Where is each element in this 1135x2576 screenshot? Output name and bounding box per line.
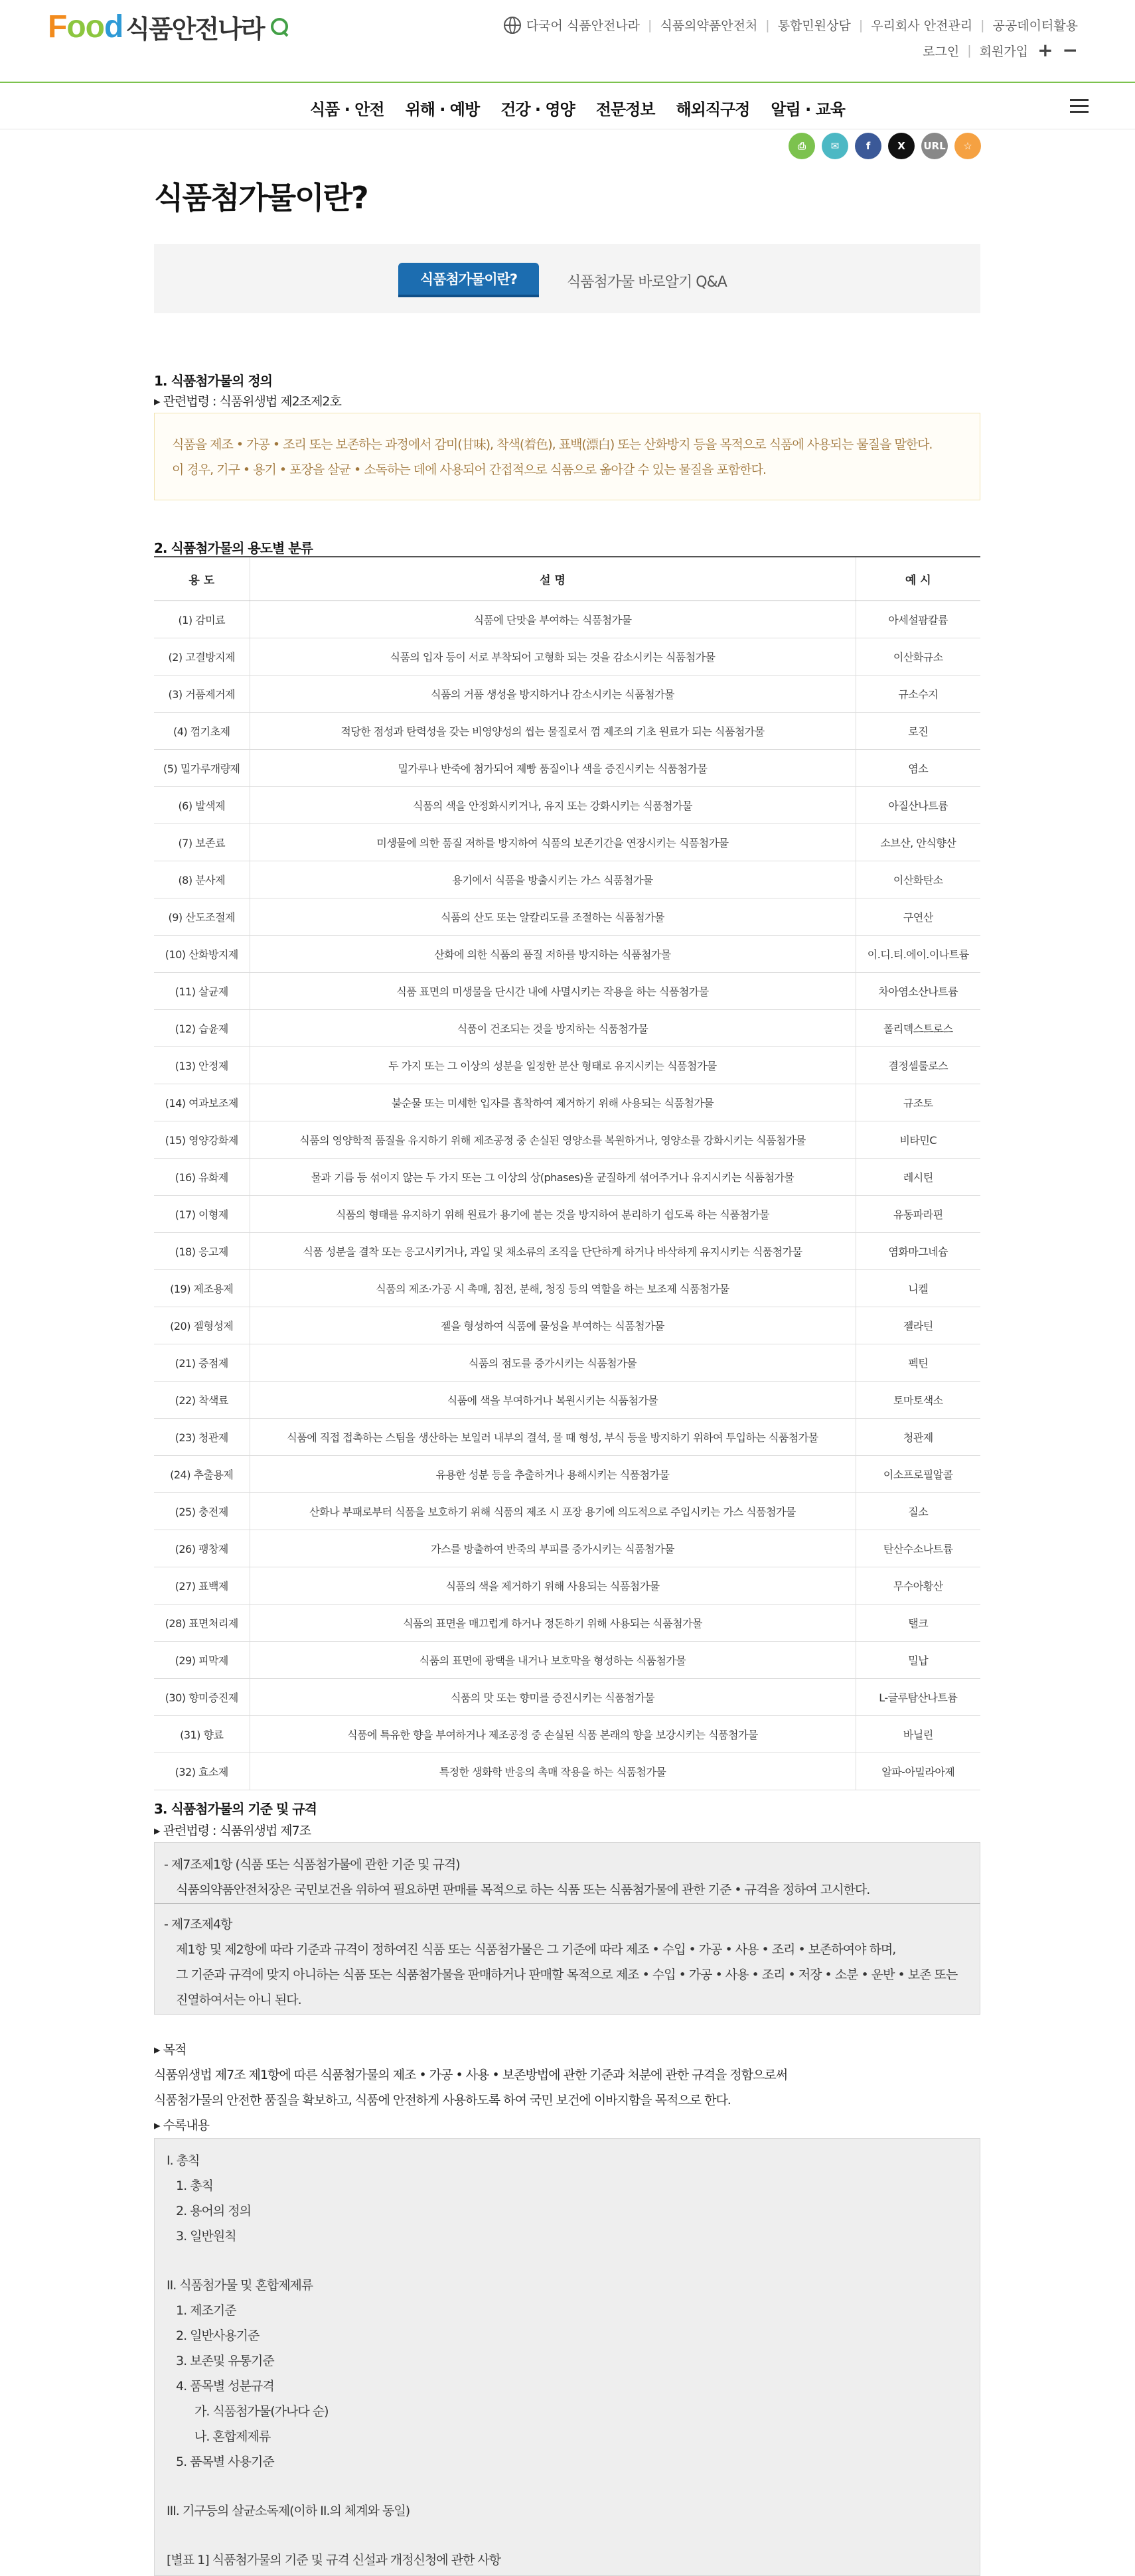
contents-item: 2. 용어의 정의 [176, 2204, 251, 2218]
description-cell: 식품에 특유한 향을 부여하거나 제조공정 중 손실된 식품 본래의 향을 보강시키는 식품첨가물 [250, 1715, 856, 1753]
table-row [154, 935, 980, 972]
contents-item: 가. 식품첨가물(가나다 순) [194, 2404, 329, 2419]
example-cell: 유동파라핀 [856, 1195, 980, 1232]
example-cell: 젤라틴 [856, 1307, 980, 1344]
example-cell: 이산화탄소 [856, 861, 980, 898]
contents-item: 5. 품목별 사용기준 [176, 2455, 274, 2469]
usage-cell: (20) 젤형성제 [154, 1307, 250, 1344]
description-cell: 가스를 방출하여 반죽의 부피를 증가시키는 식품첨가물 [250, 1530, 856, 1567]
search-icon[interactable] [271, 18, 288, 35]
purpose-title: ▸ 목적 [154, 2042, 187, 2057]
description-cell: 물과 기름 등 섞이지 않는 두 가지 또는 그 이상의 상(phases)을 균질하게 섞어주거나 유지시키는 식품첨가물 [250, 1158, 856, 1195]
example-cell: 로진 [856, 712, 980, 749]
tab-what-is-additive[interactable]: 식품첨가물이란? [398, 263, 539, 295]
usage-cell: (9) 산도조절제 [154, 898, 250, 935]
purpose-block [154, 2037, 787, 2138]
zoom-in-button[interactable]: + [1037, 39, 1053, 61]
example-cell: 바닐린 [856, 1715, 980, 1753]
description-cell: 불순물 또는 미세한 입자를 흡착하여 제거하기 위해 사용되는 식품첨가물 [250, 1084, 856, 1121]
spacer [167, 2524, 968, 2547]
login-link[interactable]: 로그인 [923, 44, 960, 59]
usage-cell: (31) 향료 [154, 1715, 250, 1753]
table-row [154, 1084, 980, 1121]
table-row [154, 638, 980, 675]
example-cell: 니켈 [856, 1269, 980, 1307]
usage-cell: (6) 발색제 [154, 786, 250, 823]
example-cell: 청관제 [856, 1418, 980, 1455]
print-icon[interactable]: ⎙ [789, 133, 815, 159]
site-logo[interactable] [48, 9, 288, 44]
globe-icon [504, 17, 521, 34]
table-row [154, 861, 980, 898]
description-cell: 두 가지 또는 그 이상의 성분을 일정한 분산 형태로 유지시키는 식품첨가물 [250, 1046, 856, 1084]
share-toolbar [789, 133, 981, 159]
example-cell: 아세설팜칼륨 [856, 601, 980, 638]
table-row [154, 1715, 980, 1753]
example-cell: 폴리덱스트로스 [856, 1009, 980, 1046]
table-row [154, 1381, 980, 1418]
example-cell: 탤크 [856, 1604, 980, 1641]
gnb-item-expert-info[interactable]: 전문정보 [595, 100, 655, 119]
spacer [167, 2474, 968, 2498]
usage-cell: (32) 효소제 [154, 1753, 250, 1790]
example-cell: 규소수지 [856, 675, 980, 712]
description-cell: 식품의 거품 생성을 방지하거나 감소시키는 식품첨가물 [250, 675, 856, 712]
util-link-language[interactable]: 다국어 식품안전나라 [526, 19, 641, 33]
contents-item: 3. 보존및 유통기준 [176, 2354, 274, 2368]
gnb-item-hazard-prevention[interactable]: 위해 · 예방 [405, 100, 480, 119]
table-row [154, 1492, 980, 1530]
tab-additive-qa[interactable]: 식품첨가물 바로알기 Q&A [567, 274, 727, 291]
article-7-4-line: 그 기준과 규격에 맞지 아니하는 식품 또는 식품첨가물을 판매하거나 판매할 목적으로 제조 • 수입 • 가공 • 사용 • 조리 • 저장 • 소분 • 운반 • 보존 또는 [176, 1968, 958, 1982]
table-row [154, 1195, 980, 1232]
description-cell: 식품의 표면을 매끄럽게 하거나 정돈하기 위해 사용되는 식품첨가물 [250, 1604, 856, 1641]
description-cell: 식품의 점도를 증가시키는 식품첨가물 [250, 1344, 856, 1381]
gnb-item-health-nutrition[interactable]: 건강 · 영양 [500, 100, 575, 119]
usage-cell: (12) 습윤제 [154, 1009, 250, 1046]
description-cell: 특정한 생화학 반응의 촉매 작용을 하는 식품첨가물 [250, 1753, 856, 1790]
example-cell: 규조토 [856, 1084, 980, 1121]
usage-cell: (7) 보존료 [154, 823, 250, 861]
description-cell: 미생물에 의한 품질 저하를 방지하여 식품의 보존기간을 연장시키는 식품첨가물 [250, 823, 856, 861]
usage-cell: (23) 청관제 [154, 1418, 250, 1455]
usage-cell: (14) 여과보조제 [154, 1084, 250, 1121]
example-cell: 탄산수소나트륨 [856, 1530, 980, 1567]
site-header [0, 0, 1135, 83]
usage-cell: (24) 추출용제 [154, 1455, 250, 1492]
section1-title: 1. 식품첨가물의 정의 [154, 373, 272, 389]
example-cell: 펙틴 [856, 1344, 980, 1381]
article-7-4-line: 제1항 및 제2항에 따라 기준과 규격이 정하여진 식품 또는 식품첨가물은 그 기준에 따라 제조 • 수입 • 가공 • 사용 • 조리 • 보존하여야 하며, [176, 1942, 896, 1957]
usage-cell: (2) 고결방지제 [154, 638, 250, 675]
table-row [154, 1455, 980, 1492]
table-row [154, 712, 980, 749]
article-7-1-box [154, 1842, 980, 1904]
favorite-star-icon[interactable]: ☆ [954, 133, 981, 159]
article-7-4-box [154, 1903, 980, 2015]
usage-cell: (19) 제조용제 [154, 1269, 250, 1307]
usage-cell: (27) 표백제 [154, 1567, 250, 1604]
usage-cell: (10) 산화방지제 [154, 935, 250, 972]
table-row [154, 1604, 980, 1641]
table-row [154, 1009, 980, 1046]
usage-cell: (8) 분사제 [154, 861, 250, 898]
example-cell: 소브산, 안식향산 [856, 823, 980, 861]
logo-food-text: Food [48, 9, 123, 44]
example-cell: L-글루탐산나트륨 [856, 1678, 980, 1715]
table-row [154, 1567, 980, 1604]
page-title: 식품첨가물이란? [154, 180, 368, 216]
description-cell: 산화에 의한 식품의 품질 저하를 방지하는 식품첨가물 [250, 935, 856, 972]
usage-cell: (13) 안정제 [154, 1046, 250, 1084]
description-cell: 식품의 색을 안정화시키거나, 유지 또는 강화시키는 식품첨가물 [250, 786, 856, 823]
util-link-company-safety[interactable]: 우리회사 안전관리 [871, 19, 973, 33]
util-link-complaint[interactable]: 통합민원상담 [777, 19, 851, 33]
table-row [154, 1046, 980, 1084]
gnb-item-food-safety[interactable]: 식품 · 안전 [310, 100, 384, 119]
table-row [154, 1232, 980, 1269]
col-header-usage: 용 도 [154, 557, 250, 601]
example-cell: 염화마그네슘 [856, 1232, 980, 1269]
description-cell: 식품의 제조·가공 시 촉매, 침전, 분해, 청징 등의 역할을 하는 보조제 식품첨가물 [250, 1269, 856, 1307]
example-cell: 이산화규소 [856, 638, 980, 675]
description-cell: 식품의 맛 또는 향미를 증진시키는 식품첨가물 [250, 1678, 856, 1715]
usage-cell: (15) 영양강화제 [154, 1121, 250, 1158]
article-7-4-title: - 제7조제4항 [164, 1917, 232, 1932]
util-link-mfds[interactable]: 식품의약품안전처 [660, 19, 758, 33]
description-cell: 젤을 형성하여 식품에 물성을 부여하는 식품첨가물 [250, 1307, 856, 1344]
table-row [154, 1121, 980, 1158]
contents-title: ▸ 수록내용 [154, 2118, 209, 2133]
logo-korean-text: 식품안전나라 [125, 14, 264, 44]
url-copy-icon[interactable]: URL [921, 133, 948, 159]
description-cell: 유용한 성분 등을 추출하거나 용해시키는 식품첨가물 [250, 1455, 856, 1492]
section2-title: 2. 식품첨가물의 용도별 분류 [154, 540, 313, 556]
usage-cell: (18) 응고제 [154, 1232, 250, 1269]
description-cell: 식품에 직접 접촉하는 스팀을 생산하는 보일러 내부의 결석, 물 때 형성, 부식 등을 방지하기 위하여 투입하는 식품첨가물 [250, 1418, 856, 1455]
contents-item: 3. 일반원칙 [176, 2229, 236, 2244]
section3-law: ▸ 관련법령 : 식품위생법 제7조 [154, 1824, 311, 1838]
example-cell: 비타민C [856, 1121, 980, 1158]
contents-item: [별표 1] 식품첨가물의 기준 및 규격 신설과 개정신청에 관한 사항 [167, 2553, 501, 2567]
zoom-out-button[interactable]: − [1062, 39, 1078, 61]
description-cell: 산화나 부패로부터 식품을 보호하기 위해 식품의 제조 시 포장 용기에 의도적으로 주입시키는 가스 식품첨가물 [250, 1492, 856, 1530]
example-cell: 질소 [856, 1492, 980, 1530]
example-cell: 레시틴 [856, 1158, 980, 1195]
description-cell: 식품의 영양학적 품질을 유지하기 위해 제조공정 중 손실된 영양소를 복원하거나, 영양소를 강화시키는 식품첨가물 [250, 1121, 856, 1158]
example-cell: 염소 [856, 749, 980, 786]
col-header-example: 예 시 [856, 557, 980, 601]
usage-cell: (21) 증점제 [154, 1344, 250, 1381]
article-7-1-title: - 제7조제1항 (식품 또는 식품첨가물에 관한 기준 및 규격) [164, 1857, 460, 1872]
description-cell: 적당한 점성과 탄력성을 갖는 비영양성의 씹는 물질로서 껌 제조의 기초 원료가 되는 식품첨가물 [250, 712, 856, 749]
x-twitter-icon[interactable]: X [888, 133, 915, 159]
description-cell: 밀가루나 반죽에 첨가되어 제빵 품질이나 색을 증진시키는 식품첨가물 [250, 749, 856, 786]
main-navigation [0, 84, 1135, 129]
signup-link[interactable]: 회원가입 [979, 44, 1029, 59]
definition-line-2: 이 경우, 기구 • 용기 • 포장을 살균 • 소독하는 데에 사용되어 간접적으로 식품으로 옮아갈 수 있는 물질을 포함한다. [172, 463, 766, 477]
table-row [154, 675, 980, 712]
usage-cell: (16) 유화제 [154, 1158, 250, 1195]
example-cell: 이소프로필알콜 [856, 1455, 980, 1492]
example-cell: 차아염소산나트륨 [856, 972, 980, 1009]
example-cell: 구연산 [856, 898, 980, 935]
contents-item: II. 식품첨가물 및 혼합제제류 [167, 2278, 313, 2293]
contents-item: 2. 일반사용기준 [176, 2328, 260, 2343]
usage-classification-table [154, 556, 980, 1790]
description-cell: 식품의 입자 등이 서로 부착되어 고형화 되는 것을 감소시키는 식품첨가물 [250, 638, 856, 675]
usage-cell: (30) 향미증진제 [154, 1678, 250, 1715]
usage-cell: (22) 착색료 [154, 1381, 250, 1418]
description-cell: 식품의 형태를 유지하기 위해 원료가 용기에 붙는 것을 방지하여 분리하기 쉽도록 하는 식품첨가물 [250, 1195, 856, 1232]
description-cell: 식품의 산도 또는 알칼리도를 조절하는 식품첨가물 [250, 898, 856, 935]
table-row [154, 1307, 980, 1344]
table-row [154, 898, 980, 935]
table-row [154, 972, 980, 1009]
usage-cell: (3) 거품제거제 [154, 675, 250, 712]
table-row [154, 1641, 980, 1678]
table-row [154, 1753, 980, 1790]
article-7-1-body: 식품의약품안전처장은 국민보건을 위하여 필요하면 판매를 목적으로 하는 식품 또는 식품첨가물에 관한 기준 • 규격을 정하여 고시한다. [176, 1883, 870, 1897]
hamburger-menu-icon[interactable] [1070, 99, 1089, 113]
usage-cell: (1) 감미료 [154, 601, 250, 638]
util-link-open-data[interactable]: 공공데이터활용 [992, 19, 1078, 33]
gnb-item-notice-education[interactable]: 알림 · 교육 [771, 100, 845, 119]
contents-item: 나. 혼합제제류 [194, 2429, 271, 2444]
example-cell: 토마토색소 [856, 1381, 980, 1418]
contents-box [154, 2138, 980, 2576]
definition-line-1: 식품을 제조 • 가공 • 조리 또는 보존하는 과정에서 감미(甘味), 착색(着色), 표백(漂白) 또는 산화방지 등을 목적으로 식품에 사용되는 물질을 말한다. [172, 437, 933, 452]
example-cell: 아질산나트륨 [856, 786, 980, 823]
purpose-line: 식품위생법 제7조 제1항에 따른 식품첨가물의 제조 • 가공 • 사용 • 보존방법에 관한 기준과 처분에 관한 규격을 정함으로써 [154, 2068, 788, 2082]
table-row [154, 1530, 980, 1567]
description-cell: 식품의 표면에 광택을 내거나 보호막을 형성하는 식품첨가물 [250, 1641, 856, 1678]
section3-title: 3. 식품첨가물의 기준 및 규격 [154, 1801, 317, 1817]
table-row [154, 749, 980, 786]
contents-item: 1. 제조기준 [176, 2303, 236, 2318]
example-cell: 밀납 [856, 1641, 980, 1678]
example-cell: 무수아황산 [856, 1567, 980, 1604]
description-cell: 식품의 색을 제거하기 위해 사용되는 식품첨가물 [250, 1567, 856, 1604]
usage-cell: (5) 밀가루개량제 [154, 749, 250, 786]
description-cell: 식품에 단맛을 부여하는 식품첨가물 [250, 601, 856, 638]
section1-law: ▸ 관련법령 : 식품위생법 제2조제2호 [154, 394, 341, 409]
usage-cell: (4) 껌기초제 [154, 712, 250, 749]
contents-item: 1. 총칙 [176, 2179, 213, 2193]
contents-item: I. 총칙 [167, 2153, 200, 2168]
table-row [154, 601, 980, 638]
usage-cell: (26) 팽창제 [154, 1530, 250, 1567]
example-cell: 이.디.티.에이.이나트륨 [856, 935, 980, 972]
description-cell: 식품이 건조되는 것을 방지하는 식품첨가물 [250, 1009, 856, 1046]
table-header-row [154, 557, 980, 601]
account-links: 로그인 | 회원가입 + − [923, 39, 1078, 61]
table-row [154, 1418, 980, 1455]
table-row [154, 1269, 980, 1307]
example-cell: 알파-아밀라아제 [856, 1753, 980, 1790]
usage-cell: (28) 표면처리제 [154, 1604, 250, 1641]
spacer [167, 2249, 968, 2273]
table-row [154, 1158, 980, 1195]
tab-bar [154, 244, 980, 313]
description-cell: 식품 성분을 결착 또는 응고시키거나, 과일 및 채소류의 조직을 단단하게 하거나 바삭하게 유지시키는 식품첨가물 [250, 1232, 856, 1269]
utility-links: 다국어 식품안전나라 | 식품의약품안전처 | 통합민원상담 | 우리회사 안전관리 | 공공데이터활용 [504, 16, 1078, 34]
contents-item: III. 기구등의 살균소독제(이하 II.의 체계와 동일) [167, 2504, 410, 2518]
table-row [154, 1344, 980, 1381]
table-row [154, 786, 980, 823]
definition-box [154, 413, 980, 500]
col-header-description: 설 명 [250, 557, 856, 601]
usage-cell: (25) 충전제 [154, 1492, 250, 1530]
purpose-line: 식품첨가물의 안전한 품질을 확보하고, 식품에 안전하게 사용하도록 하여 국민 보건에 이바지함을 목적으로 한다. [154, 2093, 731, 2108]
description-cell: 용기에서 식품을 방출시키는 가스 식품첨가물 [250, 861, 856, 898]
example-cell: 결정셀룰로스 [856, 1046, 980, 1084]
article-7-4-line: 진열하여서는 아니 된다. [176, 1993, 301, 2007]
usage-cell: (17) 이형제 [154, 1195, 250, 1232]
gnb-item-overseas-purchase[interactable]: 해외직구정 [676, 100, 750, 119]
description-cell: 식품에 색을 부여하거나 복원시키는 식품첨가물 [250, 1381, 856, 1418]
contents-item: 4. 품목별 성분규격 [176, 2379, 274, 2394]
usage-cell: (11) 살균제 [154, 972, 250, 1009]
email-icon[interactable]: ✉ [822, 133, 848, 159]
usage-cell: (29) 피막제 [154, 1641, 250, 1678]
table-row [154, 823, 980, 861]
table-row [154, 1678, 980, 1715]
description-cell: 식품 표면의 미생물을 단시간 내에 사멸시키는 작용을 하는 식품첨가물 [250, 972, 856, 1009]
facebook-icon[interactable]: f [855, 133, 881, 159]
